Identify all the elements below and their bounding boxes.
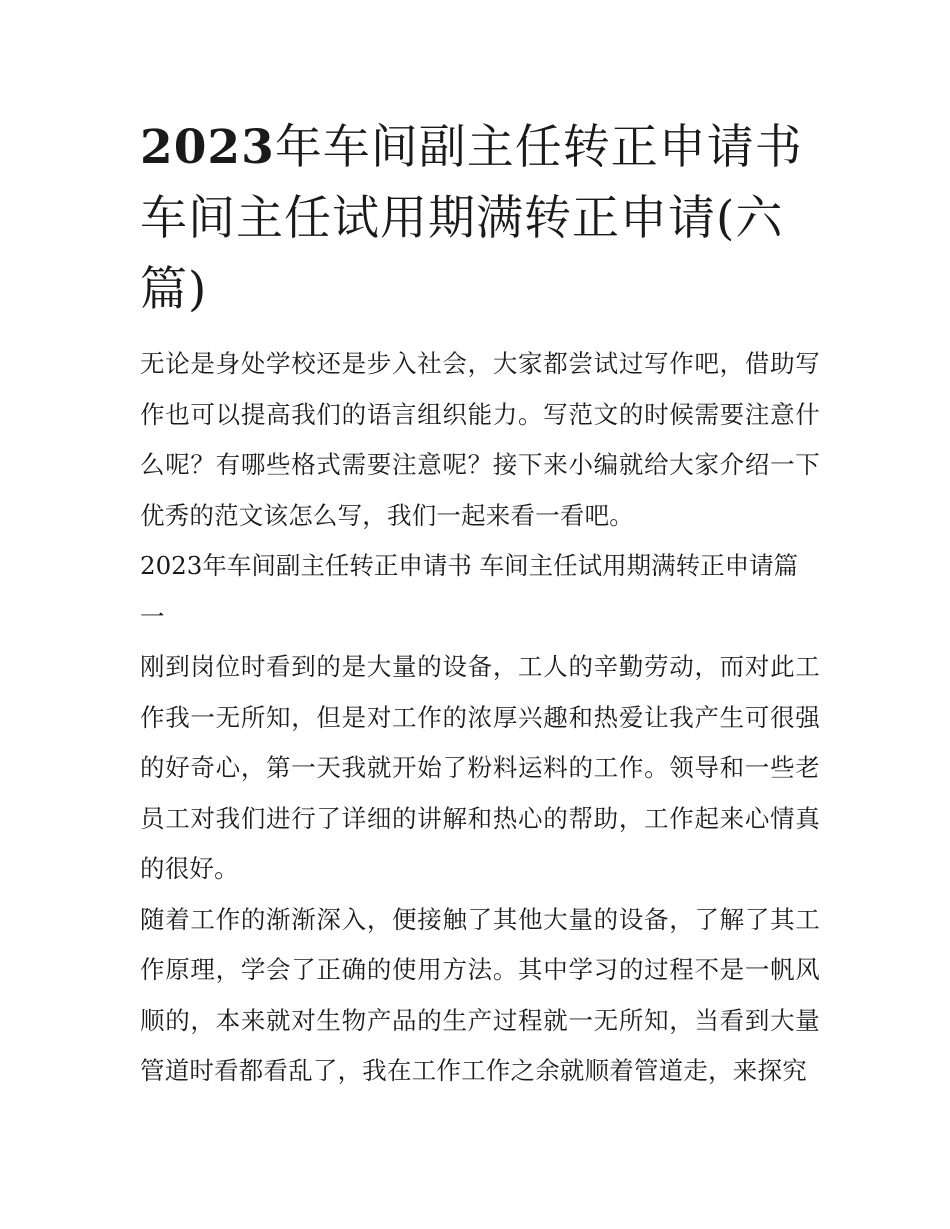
title-text: 年车间副主任转正申请书车间主任试用期满转正申请(六篇) xyxy=(140,120,803,317)
document-title xyxy=(140,112,820,325)
document-body xyxy=(140,112,820,1097)
intro-paragraph: 无论是身处学校还是步入社会，大家都尝试过写作吧，借助写作也可以提高我们的语言组织能力。写范文的时候需要注意什么呢？有哪些格式需要注意呢？接下来小编就给大家介绍一下优秀的范文该怎么写，我们一起来看一看吧。 xyxy=(140,349,820,530)
body-paragraph-1: 刚到岗位时看到的是大量的设备，工人的辛勤劳动，而对此工作我一无所知，但是对工作的浓厚兴趣和热爱让我产生可很强的好奇心，第一天我就开始了粉料运料的工作。领导和一些老员工对我们进行了详细的讲解和热心的帮助，工作起来心情真的很好。 xyxy=(140,652,820,883)
title-year: 2023 xyxy=(140,120,275,175)
section-heading: 2023年车间副主任转正申请书 车间主任试用期满转正申请篇一 xyxy=(140,551,799,631)
body-paragraph-2: 随着工作的渐渐深入，便接触了其他大量的设备，了解了其工作原理，学会了正确的使用方法。其中学习的过程不是一帆风顺的，本来就对生物产品的生产过程就一无所知，当看到大量管道时看都看乱了，我在工作工作之余就顺着管道走，来探究 xyxy=(140,904,820,1085)
